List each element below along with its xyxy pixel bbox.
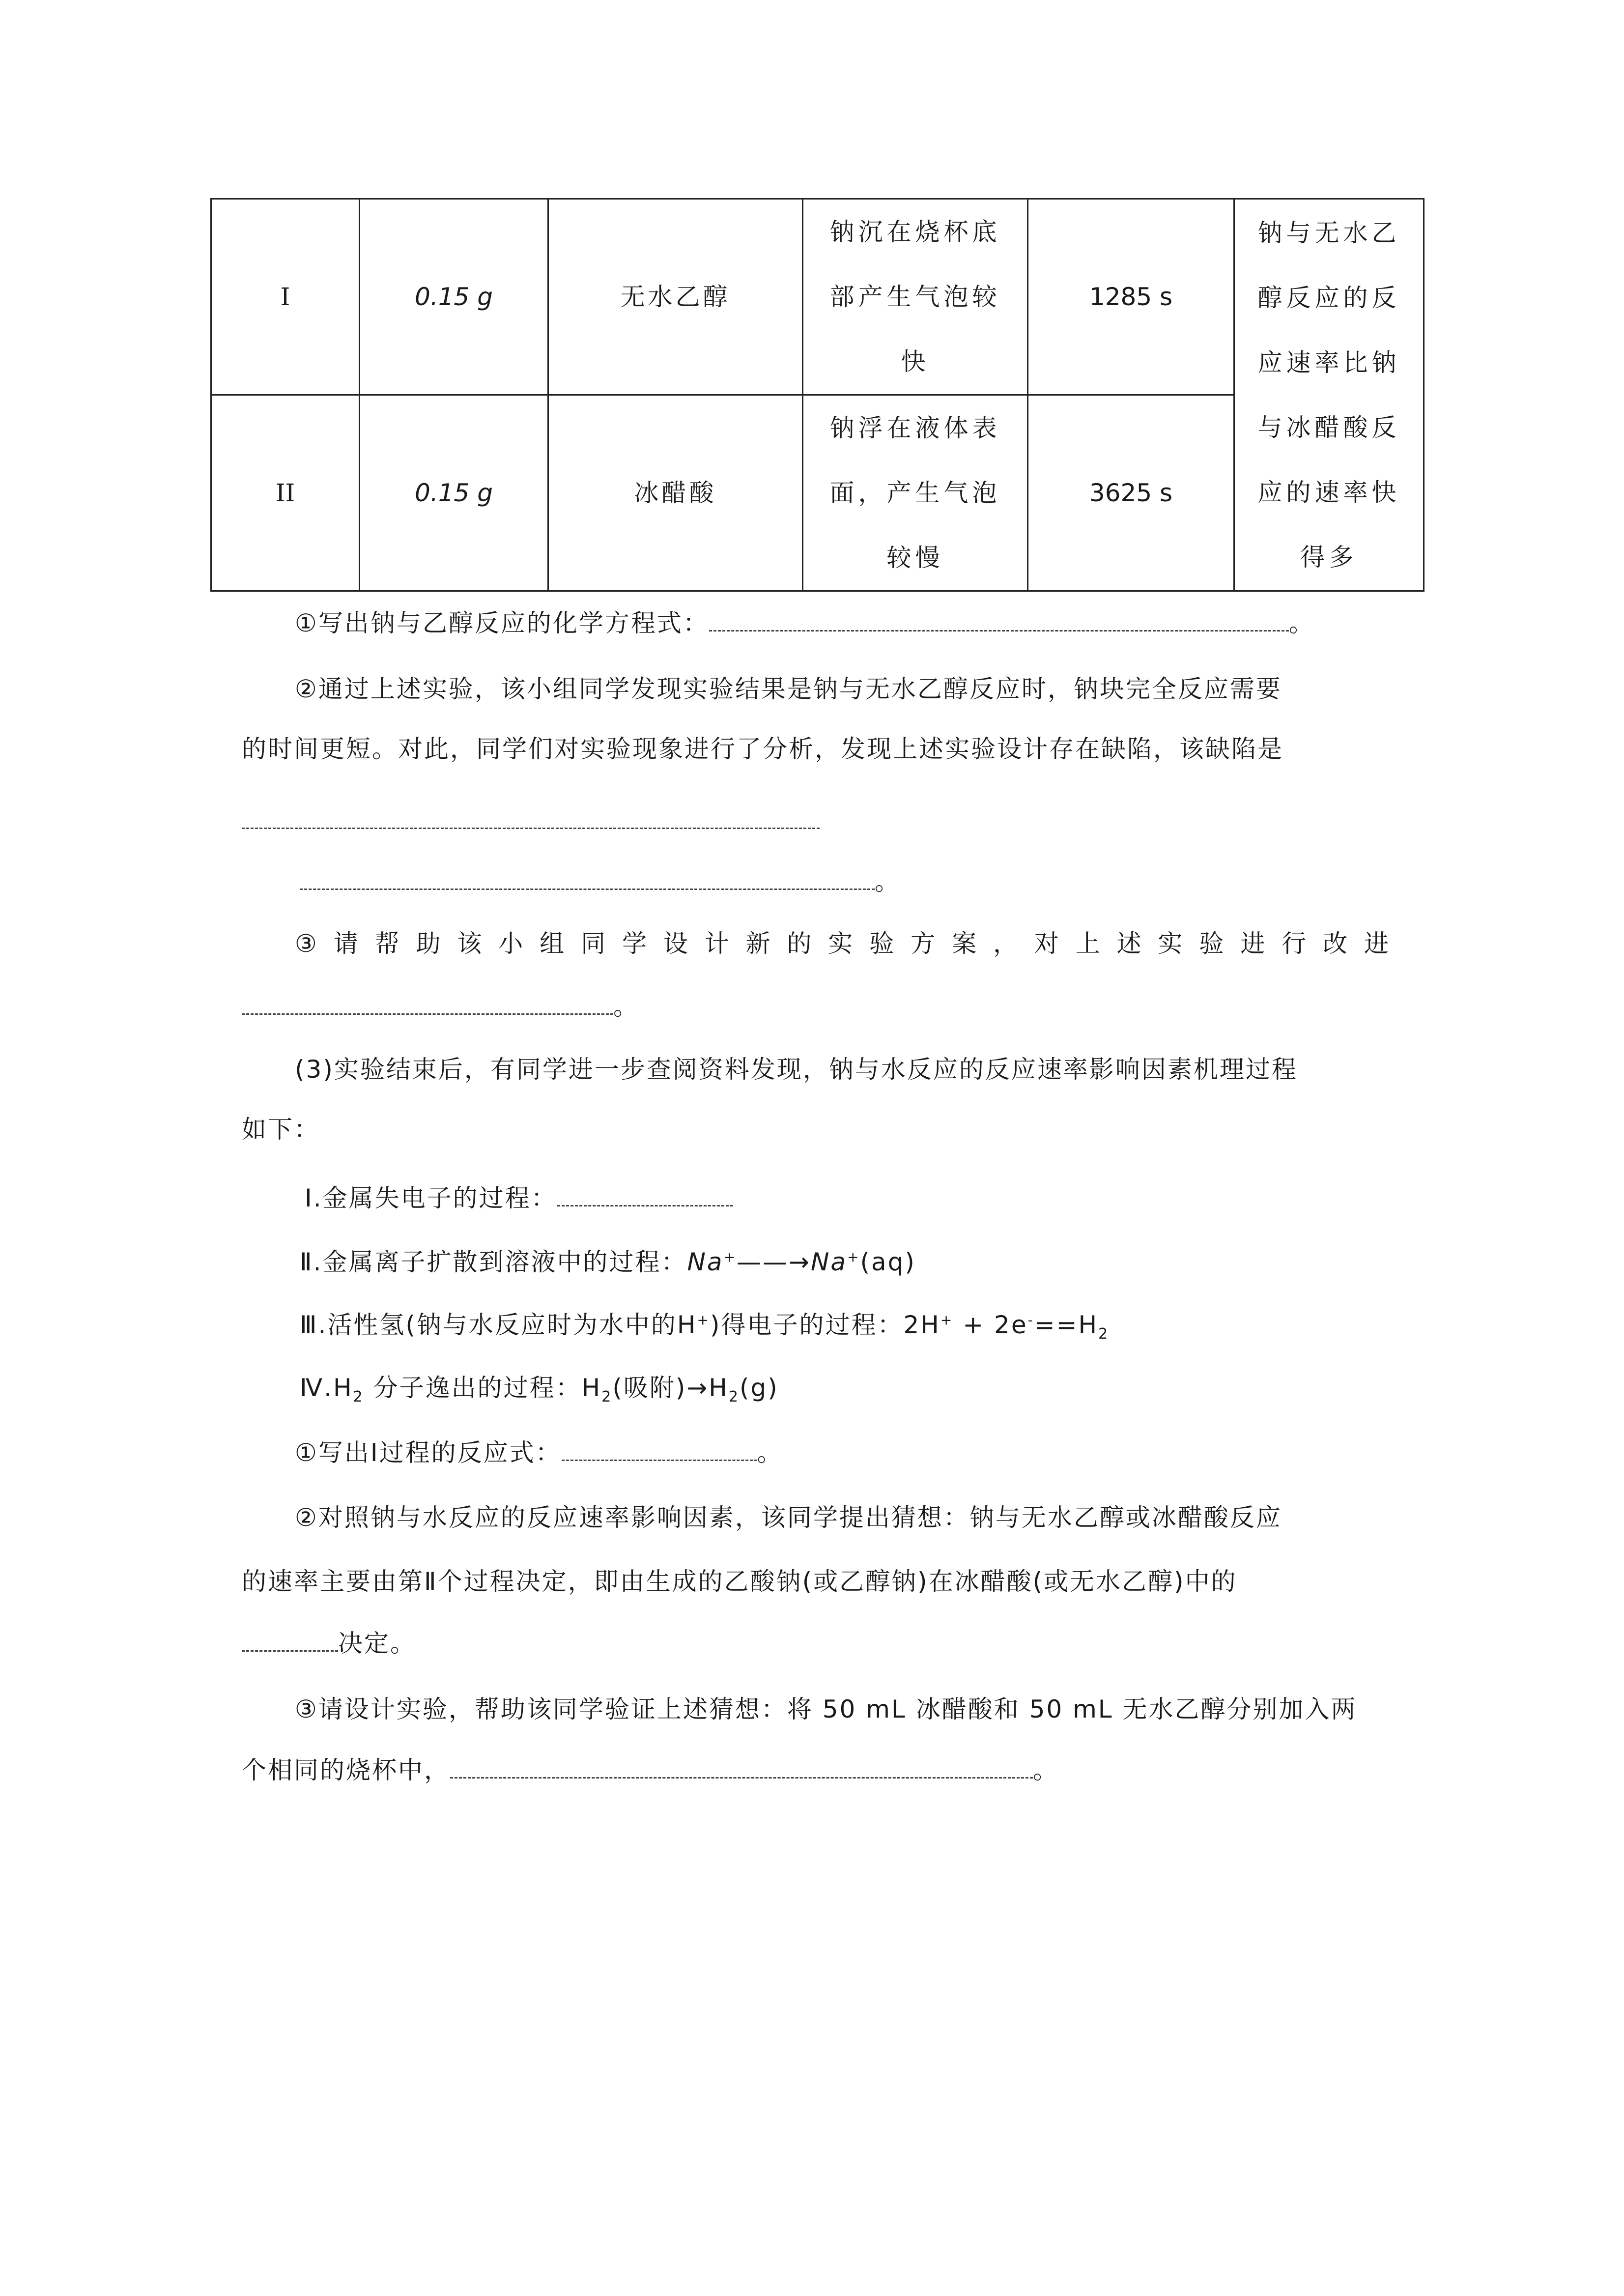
q2-sub3-char: 同: [581, 929, 606, 958]
row-id: II: [211, 395, 360, 591]
answer-blank[interactable]: [709, 610, 1289, 631]
q3-sub2-line2: 的速率主要由第Ⅱ个过程决定，即由生成的乙酸钠(或乙醇钠)在冰醋酸(或无水乙醇)中的: [242, 1567, 1237, 1596]
q2-sub3-char: 帮: [374, 929, 399, 958]
q2-sub1-text: ①写出钠与乙醇反应的化学方程式：: [295, 609, 709, 637]
q2-sub3-char: 计: [704, 929, 729, 958]
reagent: 无水乙醇: [548, 199, 803, 395]
q2-sub3-char: 上: [1075, 929, 1100, 958]
answer-blank[interactable]: [300, 869, 875, 890]
q2-sub3-line1: [295, 929, 1389, 958]
q3-intro-line2: 如下：: [242, 1115, 320, 1144]
q2-sub3-char: ③: [295, 929, 317, 958]
q3-step4: $Ⅳ.H_2$ 分子逸出的过程：$H_2$(吸附)$\to H_2(g)$: [300, 1374, 779, 1406]
q2-sub3-char: 新: [745, 929, 770, 958]
conclusion: 钠与无水乙醇反应的反应速率比钠与冰醋酸反应的速率快得多: [1234, 199, 1424, 591]
q2-sub2-blank-row: [242, 806, 820, 835]
q2-sub3-char: 助: [416, 929, 441, 958]
q2-sub3-char: 该: [457, 929, 482, 958]
q2-sub3-char: 实: [1158, 929, 1183, 958]
q2-sub3-char: 请: [333, 929, 358, 958]
q2-sub3-char: ，: [993, 929, 1018, 958]
reagent: 冰醋酸: [548, 395, 803, 591]
phenomenon: 钠沉在烧杯底部产生气泡较快: [803, 199, 1028, 395]
q2-sub3-char: 验: [869, 929, 894, 958]
q2-sub3-char: 进: [1240, 929, 1265, 958]
q3-step2: Ⅱ.金属离子扩散到溶液中的过程：Na+——→Na+(aq): [300, 1248, 916, 1276]
q2-sub3-char: 改: [1323, 929, 1348, 958]
q2-sub2-blank-row2: 。: [300, 867, 901, 896]
q2-sub3-char: 方: [911, 929, 936, 958]
answer-blank[interactable]: [242, 1631, 338, 1652]
answer-blank[interactable]: [450, 1757, 1033, 1779]
q2-sub2-line1: ②通过上述实验，该小组同学发现实验结果是钠与无水乙醇反应时，钠块完全反应需要: [295, 675, 1282, 703]
q2-sub3-char: 案: [952, 929, 977, 958]
answer-blank[interactable]: [242, 808, 820, 829]
q2-sub3-char: 对: [1034, 929, 1059, 958]
answer-blank[interactable]: [242, 994, 613, 1015]
table-row: [211, 199, 1424, 395]
row-id: I: [211, 199, 360, 395]
q3-sub2-line1: ②对照钠与水反应的反应速率影响因素，该同学提出猜想：钠与无水乙醇或冰醋酸反应: [295, 1503, 1282, 1532]
q3-sub3-line1: ③请设计实验，帮助该同学验证上述猜想：将 50 mL 冰醋酸和 50 mL 无水乙醇分别加入两: [295, 1695, 1357, 1723]
phenomenon: 钠浮在液体表面，产生气泡较慢: [803, 395, 1028, 591]
q2-sub3-char: 验: [1199, 929, 1224, 958]
q3-sub1: ①写出Ⅰ过程的反应式： 。: [295, 1438, 783, 1467]
q2-sub3-char: 进: [1364, 929, 1389, 958]
q3-sub2-line3: 决定。: [242, 1629, 416, 1658]
experiment-table: [210, 198, 1425, 592]
q2-sub3-char: 设: [663, 929, 688, 958]
reaction-time: 3625 s: [1028, 395, 1234, 591]
q2-sub3-char: 小: [498, 929, 523, 958]
q3-intro-line1: (3)实验结束后，有同学进一步查阅资料发现，钠与水反应的反应速率影响因素机理过程: [295, 1055, 1298, 1084]
q2-sub3-char: 实: [828, 929, 853, 958]
q2-sub3-char: 学: [622, 929, 647, 958]
q2-sub3-char: 行: [1282, 929, 1307, 958]
reaction-time: 1285 s: [1028, 199, 1234, 395]
answer-blank[interactable]: [562, 1440, 757, 1461]
answer-blank[interactable]: [557, 1185, 733, 1206]
q3-step3: Ⅲ.活性氢(钠与水反应时为水中的H+)得电子的过程：$2H^+ + 2e^-==H_2$: [300, 1311, 1110, 1343]
q2-sub3-char: 述: [1116, 929, 1141, 958]
q2-sub3-blank-row: 。: [242, 992, 639, 1021]
q2-sub3-char: 组: [540, 929, 565, 958]
sodium-mass: 0.15 g: [360, 199, 548, 395]
q3-sub3-line2: 个相同的烧杯中， 。: [242, 1756, 1059, 1784]
sodium-mass: 0.15 g: [360, 395, 548, 591]
q2-sub1: ①写出钠与乙醇反应的化学方程式： 。: [295, 609, 1315, 637]
q2-sub3-char: 的: [787, 929, 812, 958]
q2-sub2-line2: 的时间更短。对此，同学们对实验现象进行了分析，发现上述实验设计存在缺陷，该缺陷是: [242, 735, 1283, 763]
q3-step1: Ⅰ.金属失电子的过程：: [305, 1183, 733, 1213]
